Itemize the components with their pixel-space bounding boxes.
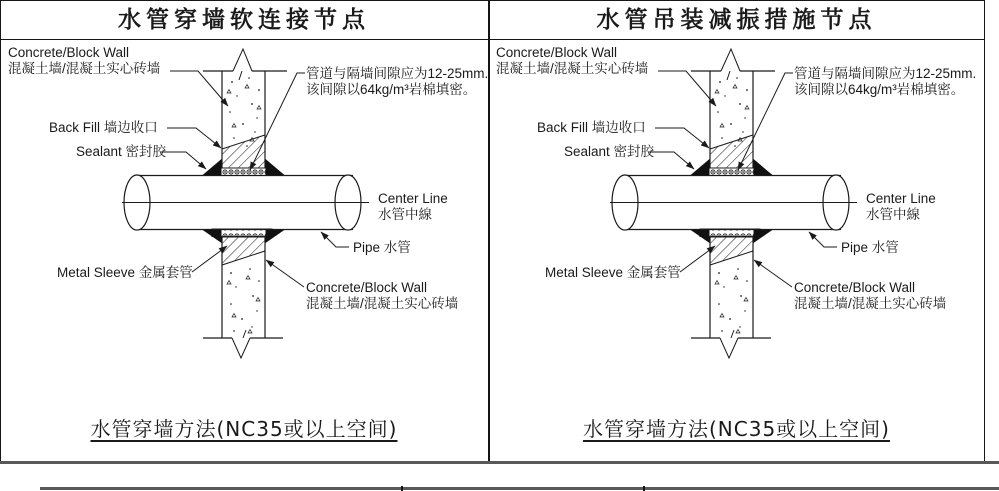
panel-caption: 水管穿墙方法(NC35或以上空间) xyxy=(90,417,398,441)
label-metal-sleeve: Metal Sleeve 金属套管 xyxy=(57,265,193,280)
frame-top-rule xyxy=(0,0,985,1)
label-wall-bottom: Concrete/Block Wall 混凝土墙/混凝土实心砖墙 xyxy=(794,280,947,311)
label-sealant: Sealant 密封胶 xyxy=(564,144,655,159)
label-gap-note: 管道与隔墙间隙应为12-25mm. 该间隙以64kg/m³岩棉填密。 xyxy=(794,66,977,97)
sheet-bottom-heavy-rule xyxy=(0,461,999,464)
title-separator-right xyxy=(488,39,985,40)
panel-vibration-damping xyxy=(488,0,985,463)
label-gap-note: 管道与隔墙间隙应为12-25mm. 该间隙以64kg/m³岩棉填密。 xyxy=(306,66,489,97)
panel-caption: 水管穿墙方法(NC35或以上空间) xyxy=(583,417,890,441)
next-table-top-rule xyxy=(40,487,999,490)
label-pipe: Pipe 水管 xyxy=(841,240,899,255)
label-back-fill: Back Fill 墙边收口 xyxy=(537,120,646,135)
panel-title: 水管穿墙软连接节点 xyxy=(118,6,370,33)
panel-title: 水管吊装减振措施节点 xyxy=(596,6,877,33)
panel-soft-connection xyxy=(0,0,488,463)
label-wall-top: Concrete/Block Wall 混凝土墙/混凝土实心砖墙 xyxy=(496,45,649,76)
frame-left-rule xyxy=(0,0,1,463)
label-pipe: Pipe 水管 xyxy=(353,240,411,255)
label-wall-bottom: Concrete/Block Wall 混凝土墙/混凝土实心砖墙 xyxy=(306,280,459,311)
next-table-column-tick xyxy=(643,486,645,491)
label-back-fill: Back Fill 墙边收口 xyxy=(49,120,158,135)
label-sealant: Sealant 密封胶 xyxy=(76,144,167,159)
panel-divider-rule xyxy=(488,0,490,463)
label-wall-top: Concrete/Block Wall 混凝土墙/混凝土实心砖墙 xyxy=(8,45,161,76)
next-table-column-tick xyxy=(401,486,403,491)
title-separator-left xyxy=(0,39,488,40)
frame-right-rule xyxy=(984,0,985,463)
label-center-line: Center Line 水管中線 xyxy=(378,191,448,222)
label-center-line: Center Line 水管中線 xyxy=(866,191,936,222)
label-metal-sleeve: Metal Sleeve 金属套管 xyxy=(545,265,681,280)
